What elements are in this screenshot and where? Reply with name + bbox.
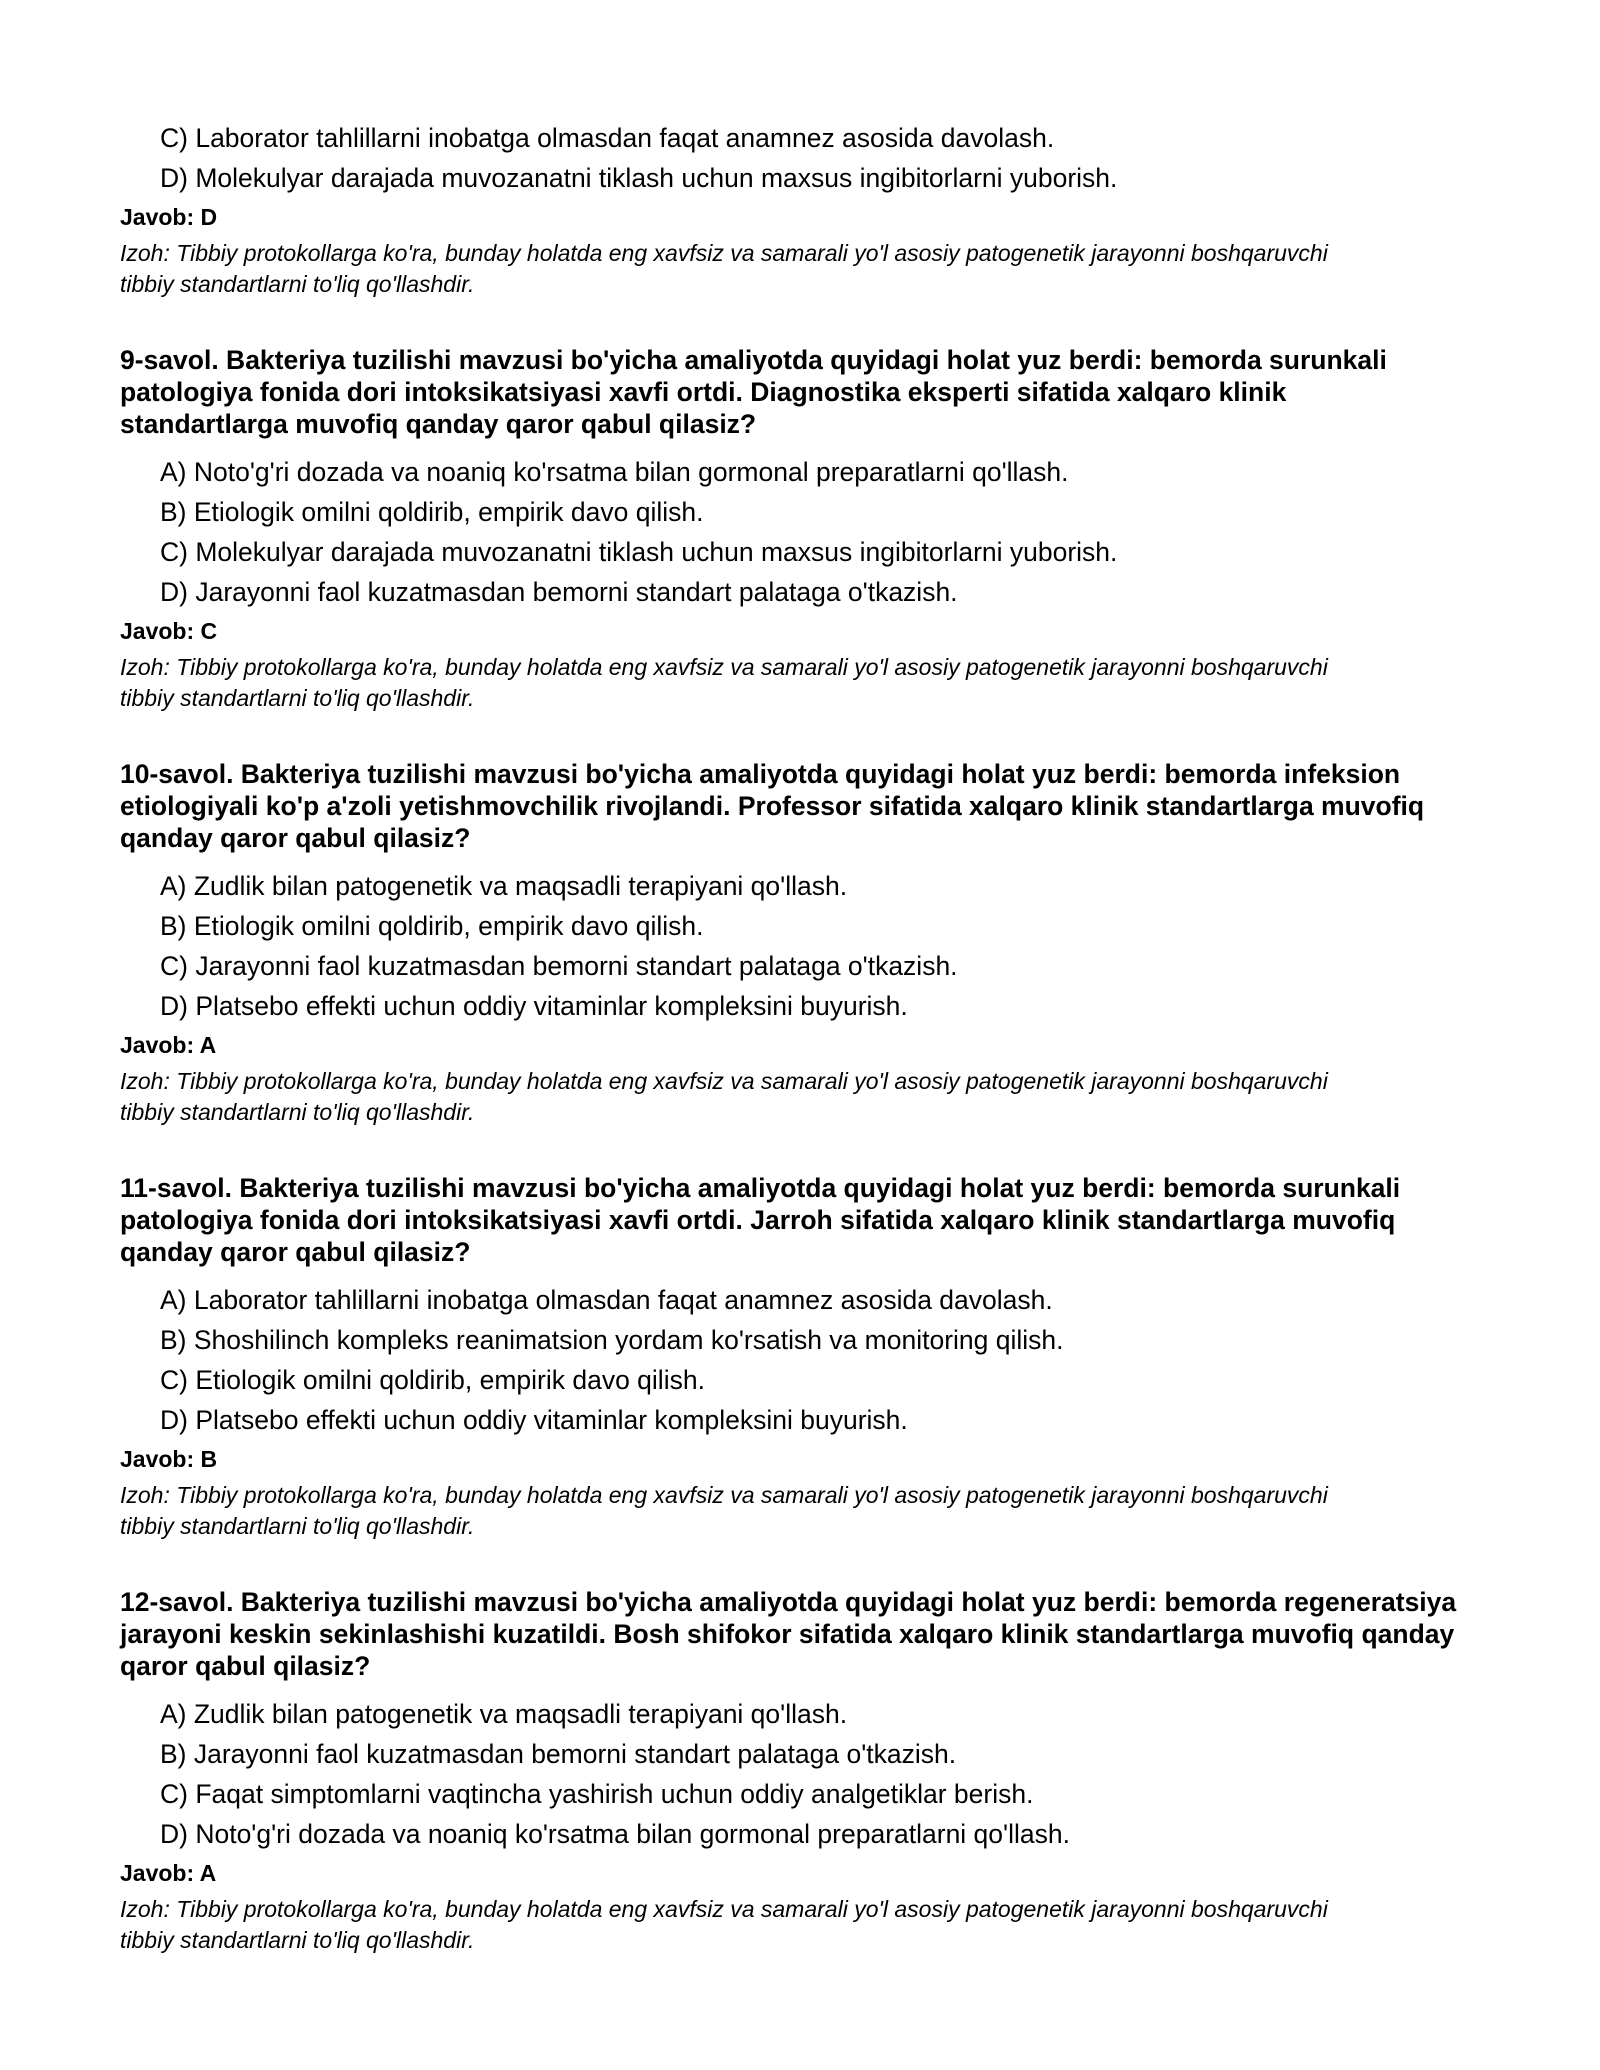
explanation-note: Izoh: Tibbiy protokollarga ko'ra, bunday holatda eng xavfsiz va samarali yo'l asosiy patogenetik jarayonni boshqaruvchi tibbiy standartlarni to'liq qo'llashdir. <box>120 1068 1328 1125</box>
explanation-note: Izoh: Tibbiy protokollarga ko'ra, bunday holatda eng xavfsiz va samarali yo'l asosiy patogenetik jarayonni boshqaruvchi tibbiy standartlarni to'liq qo'llashdir. <box>120 240 1328 297</box>
option-c: C) Etiologik omilni qoldirib, empirik davo qilish. <box>160 1365 705 1395</box>
question-12 <box>120 1586 1460 1956</box>
option-d: D) Molekulyar darajada muvozanatni tiklash uchun maxsus ingibitorlarni yuborish. <box>160 163 1118 193</box>
document-page <box>120 118 1460 1956</box>
option-b: B) Etiologik omilni qoldirib, empirik davo qilish. <box>160 911 704 941</box>
option-b: B) Shoshilinch kompleks reanimatsion yordam ko'rsatish va monitoring qilish. <box>160 1325 1064 1355</box>
option-c: C) Molekulyar darajada muvozanatni tiklash uchun maxsus ingibitorlarni yuborish. <box>160 537 1118 567</box>
question-10 <box>120 758 1460 1128</box>
option-d: D) Platsebo effekti uchun oddiy vitaminlar kompleksini buyurish. <box>160 991 908 1021</box>
question-text: 10-savol. Bakteriya tuzilishi mavzusi bo'yicha amaliyotda quyidagi holat yuz berdi: bemorda infeksion etiologiyali ko'p a'zoli yetishmovchilik rivojlandi. Professor sifatida xalqaro klinik standartlarga muvofiq qanday qaror qabul qilasiz? <box>120 759 1425 853</box>
explanation-note: Izoh: Tibbiy protokollarga ko'ra, bunday holatda eng xavfsiz va samarali yo'l asosiy patogenetik jarayonni boshqaruvchi tibbiy standartlarni to'liq qo'llashdir. <box>120 1482 1328 1539</box>
option-a: A) Zudlik bilan patogenetik va maqsadli terapiyani qo'llash. <box>160 871 848 901</box>
question-text: 11-savol. Bakteriya tuzilishi mavzusi bo'yicha amaliyotda quyidagi holat yuz berdi: bemorda surunkali patologiya fonida dori intoksikatsiyasi xavfi ortdi. Jarroh sifatida xalqaro klinik standartlarga muvofiq qanday qaror qabul qilasiz? <box>120 1173 1401 1267</box>
option-d: D) Noto'g'ri dozada va noaniq ko'rsatma bilan gormonal preparatlarni qo'llash. <box>160 1819 1070 1849</box>
option-a: A) Zudlik bilan patogenetik va maqsadli terapiyani qo'llash. <box>160 1699 848 1729</box>
answer-label: Javob: B <box>120 1446 218 1472</box>
option-a: A) Laborator tahlillarni inobatga olmasdan faqat anamnez asosida davolash. <box>160 1285 1053 1315</box>
question-text: 12-savol. Bakteriya tuzilishi mavzusi bo'yicha amaliyotda quyidagi holat yuz berdi: bemorda regeneratsiya jarayoni keskin sekinlashishi kuzatildi. Bosh shifokor sifatida xalqaro klinik standartlarga muvofiq qanday qaror qabul qilasiz? <box>120 1587 1457 1681</box>
question-11 <box>120 1172 1460 1542</box>
option-a: A) Noto'g'ri dozada va noaniq ko'rsatma bilan gormonal preparatlarni qo'llash. <box>160 457 1069 487</box>
question-9 <box>120 344 1460 714</box>
option-c: C) Faqat simptomlarni vaqtincha yashirish uchun oddiy analgetiklar berish. <box>160 1779 1034 1809</box>
option-d: D) Jarayonni faol kuzatmasdan bemorni standart palataga o'tkazish. <box>160 577 958 607</box>
answer-label: Javob: A <box>120 1032 217 1058</box>
answer-label: Javob: D <box>120 204 218 230</box>
option-c: C) Jarayonni faol kuzatmasdan bemorni standart palataga o'tkazish. <box>160 951 958 981</box>
question-8-continuation <box>120 118 1460 300</box>
answer-label: Javob: C <box>120 618 218 644</box>
option-d: D) Platsebo effekti uchun oddiy vitaminlar kompleksini buyurish. <box>160 1405 908 1435</box>
question-text: 9-savol. Bakteriya tuzilishi mavzusi bo'yicha amaliyotda quyidagi holat yuz berdi: bemorda surunkali patologiya fonida dori intoksikatsiyasi xavfi ortdi. Diagnostika eksperti sifatida xalqaro klinik standartlarga muvofiq qanday qaror qabul qilasiz? <box>120 345 1387 439</box>
option-c: C) Laborator tahlillarni inobatga olmasdan faqat anamnez asosida davolash. <box>160 123 1055 153</box>
explanation-note: Izoh: Tibbiy protokollarga ko'ra, bunday holatda eng xavfsiz va samarali yo'l asosiy patogenetik jarayonni boshqaruvchi tibbiy standartlarni to'liq qo'llashdir. <box>120 1896 1328 1953</box>
explanation-note: Izoh: Tibbiy protokollarga ko'ra, bunday holatda eng xavfsiz va samarali yo'l asosiy patogenetik jarayonni boshqaruvchi tibbiy standartlarni to'liq qo'llashdir. <box>120 654 1328 711</box>
answer-label: Javob: A <box>120 1860 217 1886</box>
option-b: B) Jarayonni faol kuzatmasdan bemorni standart palataga o'tkazish. <box>160 1739 957 1769</box>
option-b: B) Etiologik omilni qoldirib, empirik davo qilish. <box>160 497 704 527</box>
